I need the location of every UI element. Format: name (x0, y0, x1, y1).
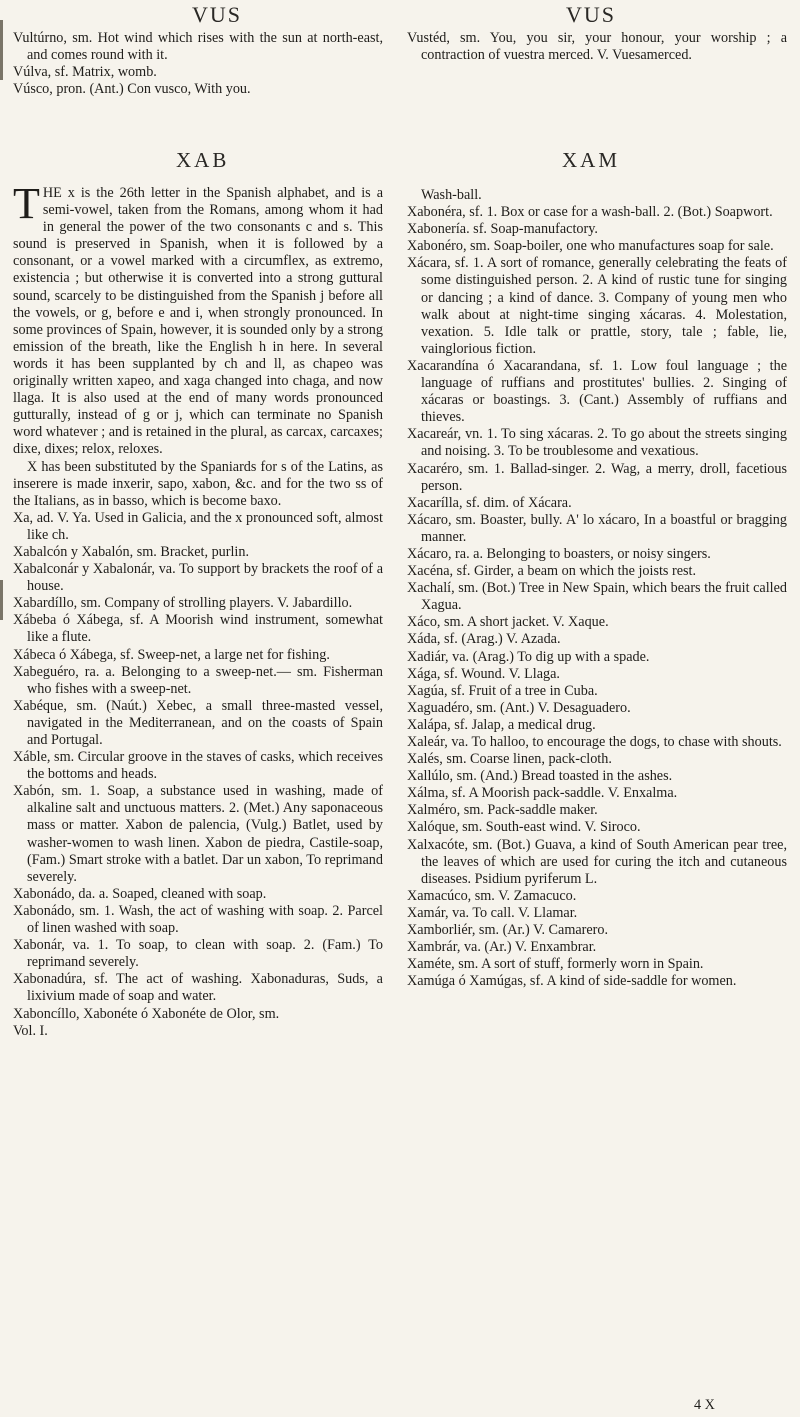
dictionary-entry: Vúsco, pron. (Ant.) Con vusco, With you. (13, 81, 251, 98)
dictionary-entry: Xácaro, ra. a. Belonging to boasters, or noisy singers. (407, 545, 711, 562)
dictionary-entry: Xaboncíllo, Xabonéte ó Xabonéte de Olor, sm. (13, 1005, 280, 1022)
dictionary-entry: Xaleár, va. To halloo, to encourage the dogs, to chase with shouts. (407, 734, 782, 750)
top-right-column (407, 30, 787, 64)
dictionary-entry: Xachalí, sm. (Bot.) Tree in New Spain, which bears the fruit called Xagua. (407, 580, 787, 614)
dictionary-entry: Xácaro, sm. Boaster, bully. A' lo xácaro, In a boastful or bragging manner. (407, 511, 787, 545)
dictionary-entry: Wash-ball. (421, 187, 482, 203)
letter-introduction (13, 179, 383, 459)
intro-paragraph-2: X has been substituted by the Spaniards for s of the Latins, as inserere is made inxerir, sapo, xabon, &c. and for the two ss of the Italians, as in basso, which is become baxo. (13, 458, 383, 509)
right-column (407, 187, 787, 990)
dictionary-entry: Xabonár, va. 1. To soap, to clean with soap. 2. (Fam.) To reprimand severely. (13, 937, 383, 971)
dictionary-entry: Xabón, sm. 1. Soap, a substance used in washing, made of alkaline salt and unctuous matters. 2. (Met.) Any saponaceous mass or matter. Xabon de palencia, (Vulg.) Batlet, used by washer-women to wash linen. Xabon de piedra, Castile-soap, (Fam.) Smart stroke with a batlet. Dar un xabon, To reprimand severely. (13, 783, 383, 885)
dictionary-entry: Xabalconár y Xabalonár, va. To support by brackets the roof of a house. (13, 561, 383, 595)
dictionary-entry: Xálma, sf. A Moorish pack-saddle. V. Enxalma. (407, 785, 678, 802)
section-head-right: XAM (562, 148, 621, 172)
dictionary-entry: Xabonéro, sm. Soap-boiler, one who manufactures soap for sale. (407, 238, 774, 255)
dictionary-entry: Xadiár, va. (Arag.) To dig up with a spade. (407, 648, 650, 665)
intro-text: HE x is the 26th letter in the Spanish alphabet, and is a semi-vowel, taken from the Romans, among whom it had in general the power of the two consonants c and s. This sound is preserved in Spanish, when it is followed by a consonant, or a vowel marked with a circumflex, as extremo, existencia ; but otherwise it is converted into a strong guttural sound, scarcely to be distinguished from the Spanish j before all the vowels, or g, before e and i, when strongly pronounced. In some provinces of Spain, however, it is sounded only by a strong emission of the breath, like the English h in here. In several words it has been supplanted by ch and ll, as chapeo was originally written xapeo, and xaga changed into chaga, and now llaga. It is also used at the end of many words pronounced gutturally, instead of g or j, which can terminate no Spanish word whatever ; and is retained in the plural, as carcax, carcaxes; dixe, dixes; relox, reloxes. (13, 185, 383, 458)
dictionary-entry: Xáda, sf. (Arag.) V. Azada. (407, 631, 561, 648)
dictionary-entry: Xabonádo, da. a. Soaped, cleaned with soap. (13, 885, 267, 902)
dictionary-entry: Xaméte, sm. A sort of stuff, formerly worn in Spain. (407, 956, 704, 973)
dictionary-entry: Xalés, sm. Coarse linen, pack-cloth. (407, 751, 612, 768)
dictionary-entry: Xabonéra, sf. 1. Box or case for a wash-ball. 2. (Bot.) Soapwort. (407, 204, 773, 221)
dictionary-entry: Vustéd, sm. You, you sir, your honour, your worship ; a contraction of vuestra merced. V. Vuesamerced. (407, 30, 787, 64)
signature-mark: 4 X (694, 1397, 715, 1413)
dictionary-entry: Xambrár, va. (Ar.) V. Enxambrar. (407, 939, 597, 956)
dictionary-entry: Xalóque, sm. South-east wind. V. Siroco. (407, 819, 641, 836)
dictionary-entry: Xabardíllo, sm. Company of strolling players. V. Jabardillo. (13, 595, 353, 612)
dictionary-entry: Xacarílla, sf. dim. of Xácara. (407, 494, 572, 511)
volume-footer: Vol. I. (13, 1022, 48, 1039)
dictionary-entry: Xabeguéro, ra. a. Belonging to a sweep-net.— sm. Fisherman who fishes with a sweep-net. (13, 663, 383, 697)
running-head-left: VUS (192, 2, 243, 27)
dictionary-entry: Xallúlo, sm. (And.) Bread toasted in the ashes. (407, 768, 673, 785)
dictionary-entry: Xagúa, sf. Fruit of a tree in Cuba. (407, 682, 598, 699)
dictionary-entry: Xalméro, sm. Pack-saddle maker. (407, 802, 598, 819)
section-head-left: XAB (176, 148, 230, 172)
running-head-right: VUS (566, 2, 617, 27)
dictionary-entry: Xábeba ó Xábega, sf. A Moorish wind instrument, somewhat like a flute. (13, 612, 383, 646)
dictionary-entry: Vultúrno, sm. Hot wind which rises with the sun at north-east, and comes round with it. (13, 30, 383, 64)
dictionary-entry: Xaguadéro, sm. (Ant.) V. Desaguadero. (407, 699, 631, 716)
top-left-column (13, 30, 383, 98)
dictionary-entry: Xabalcón y Xabalón, sm. Bracket, purlin. (13, 543, 249, 560)
dictionary-entry: Xalápa, sf. Jalap, a medical drug. (407, 716, 596, 733)
dictionary-entry: Xamár, va. To call. V. Llamar. (407, 904, 578, 921)
left-column (13, 179, 383, 1040)
dictionary-entry: Xácara, sf. 1. A sort of romance, generally celebrating the feats of some distinguished person. 2. A kind of rustic tune for singing or dancing ; a kind of dance. 3. Company of young men who walk about at night-time singing xácaras. 4. Molestation, vexation. 5. Idle talk or prattle, story, tale ; fable, lie, vainglorious fiction. (407, 255, 787, 357)
page-edge-shadow (0, 580, 3, 620)
drop-cap: T (13, 179, 40, 228)
dictionary-entry: Xamborliér, sm. (Ar.) V. Camarero. (407, 922, 609, 939)
dictionary-entry: Xábeca ó Xábega, sf. Sweep-net, a large net for fishing. (13, 646, 330, 663)
dictionary-entry: Xacareár, vn. 1. To sing xácaras. 2. To go about the streets singing and noising. 3. To be troublesome and vexatious. (407, 426, 787, 460)
dictionary-entry: Xa, ad. V. Ya. Used in Galicia, and the x pronounced soft, almost like ch. (13, 509, 383, 543)
dictionary-entry: Vúlva, sf. Matrix, womb. (13, 64, 157, 81)
dictionary-entry: Xabonádo, sm. 1. Wash, the act of washing with soap. 2. Parcel of linen washed with soap. (13, 902, 383, 937)
page-edge-shadow (0, 20, 3, 80)
dictionary-entry: Xabonadúra, sf. The act of washing. Xabonaduras, Suds, a lixivium made of soap and water. (13, 971, 383, 1005)
dictionary-entry: Xacéna, sf. Girder, a beam on which the joists rest. (407, 563, 697, 580)
dictionary-entry: Xamacúco, sm. V. Zamacuco. (407, 887, 577, 904)
dictionary-entry: Xalxacóte, sm. (Bot.) Guava, a kind of South American pear tree, the leaves of which are used for curing the itch and cutaneous diseases. Psidium pyriferum L. (407, 836, 787, 887)
dictionary-entry: Xáble, sm. Circular groove in the staves of casks, which receives the bottoms and heads. (13, 749, 383, 783)
dictionary-entry: Xabéque, sm. (Naút.) Xebec, a small three-masted vessel, navigated in the Mediterranean, and on the coasts of Spain and Portugal. (13, 697, 383, 748)
dictionary-entry: Xacaréro, sm. 1. Ballad-singer. 2. Wag, a merry, droll, facetious person. (407, 460, 787, 494)
dictionary-entry: Xamúga ó Xamúgas, sf. A kind of side-saddle for women. (407, 973, 737, 990)
dictionary-entry: Xága, sf. Wound. V. Llaga. (407, 665, 560, 682)
dictionary-entry: Xáco, sm. A short jacket. V. Xaque. (407, 614, 609, 631)
dictionary-entry: Xabonería. sf. Soap-manufactory. (407, 221, 598, 238)
dictionary-entry: Xacarandína ó Xacarandana, sf. 1. Low foul language ; the language of ruffians and prostitutes' bullies. 2. Singing of xácaras or boastings. 3. (Cant.) Assembly of ruffians and thieves. (407, 357, 787, 426)
